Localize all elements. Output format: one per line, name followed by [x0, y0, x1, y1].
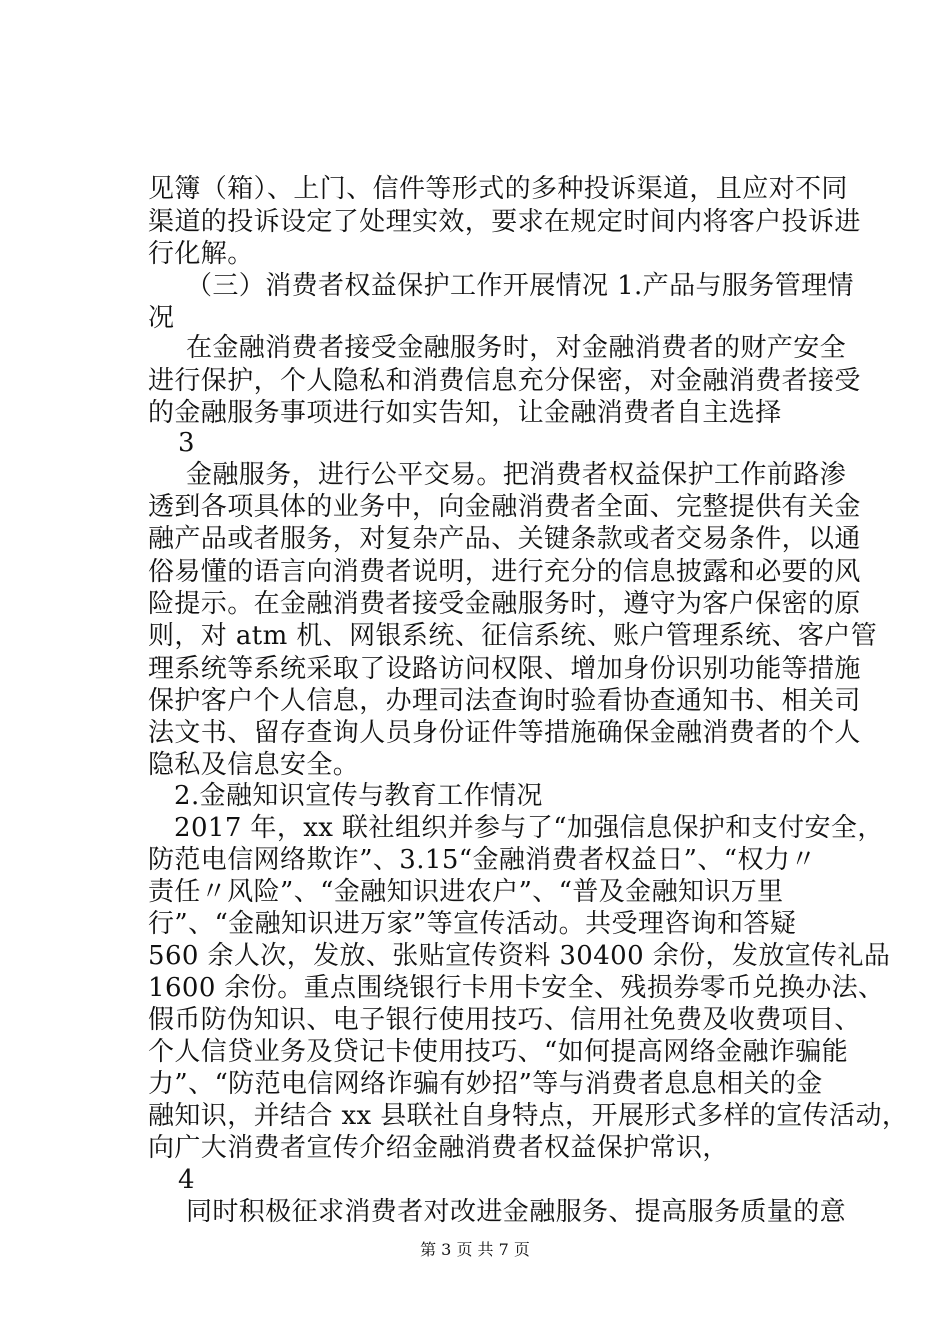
body-text-line: 个人信贷业务及贷记卡使用技巧、“如何提高网络金融诈骗能	[148, 1037, 849, 1067]
body-text-line: 法文书、留存查询人员身份证件等措施确保金融消费者的个人	[148, 718, 861, 748]
section-heading: （三）消费者权益保护工作开展情况 1.产品与服务管理情	[186, 271, 854, 301]
body-text-line: 见簿（箱）、上门、信件等形式的多种投诉渠道，且应对不同	[148, 174, 848, 204]
body-text-line: 则，对 atm 机、网银系统、征信系统、账户管理系统、客户管	[148, 621, 878, 651]
body-text-line: 防范电信网络欺诈”、3.15“金融消费者权益日”、“权力〃	[148, 845, 817, 875]
body-text-line: 同时积极征求消费者对改进金融服务、提高服务质量的意	[186, 1197, 847, 1227]
body-text-line: 金融服务，进行公平交易。把消费者权益保护工作前路渗	[186, 460, 847, 490]
section-heading-continued: 况	[148, 303, 175, 333]
body-text-line: 险提示。在金融消费者接受金融服务时，遵守为客户保密的原	[148, 589, 861, 619]
body-text-line: 的金融服务事项进行如实告知，让金融消费者自主选择	[148, 398, 782, 428]
body-text-line: 融知识，并结合 xx 县联社自身特点，开展形式多样的宣传活动，	[148, 1101, 909, 1131]
body-text-line: 隐私及信息安全。	[148, 750, 360, 780]
body-text-line: 渠道的投诉设定了处理实效，要求在规定时间内将客户投诉进	[148, 207, 861, 237]
body-text-line: 保护客户个人信息，办理司法查询时验看协查通知书、相关司	[148, 686, 861, 716]
body-text-line: 1600 余份。重点围绕银行卡用卡安全、残损券零币兑换办法、	[148, 973, 885, 1003]
body-text-line: 融产品或者服务，对复杂产品、关键条款或者交易条件，以通	[148, 524, 861, 554]
body-text-line: 行”、“金融知识进万家”等宣传活动。共受理咨询和答疑	[148, 909, 797, 939]
body-text-line: 俗易懂的语言向消费者说明，进行充分的信息披露和必要的风	[148, 557, 861, 587]
body-text-line: 假币防伪知识、电子银行使用技巧、信用社免费及收费项目、	[148, 1005, 861, 1035]
body-text-line: 责任〃风险”、“金融知识进农户”、“普及金融知识万里	[148, 877, 784, 907]
body-text-line: 行化解。	[148, 239, 254, 269]
page-footer: 第 3 页 共 7 页	[420, 1240, 530, 1259]
body-text-line: 向广大消费者宣传介绍金融消费者权益保护常识，	[148, 1133, 729, 1163]
body-text-line: 理系统等系统采取了设路访问权限、增加身份识别功能等措施	[148, 654, 861, 684]
body-text-line: 2017 年，xx 联社组织并参与了“加强信息保护和支付安全，	[174, 813, 884, 843]
body-text-line: 透到各项具体的业务中，向金融消费者全面、完整提供有关金	[148, 492, 861, 522]
page-marker: 4	[178, 1165, 195, 1195]
section-heading: 2.金融知识宣传与教育工作情况	[174, 781, 543, 811]
body-text-line: 在金融消费者接受金融服务时，对金融消费者的财产安全	[186, 333, 847, 363]
body-text-line: 力”、“防范电信网络诈骗有妙招”等与消费者息息相关的金	[148, 1069, 823, 1099]
body-text-line: 560 余人次，发放、张贴宣传资料 30400 余份，发放宣传礼品	[148, 941, 891, 971]
body-text-line: 进行保护，个人隐私和消费信息充分保密，对金融消费者接受	[148, 366, 861, 396]
page-marker: 3	[178, 428, 195, 458]
